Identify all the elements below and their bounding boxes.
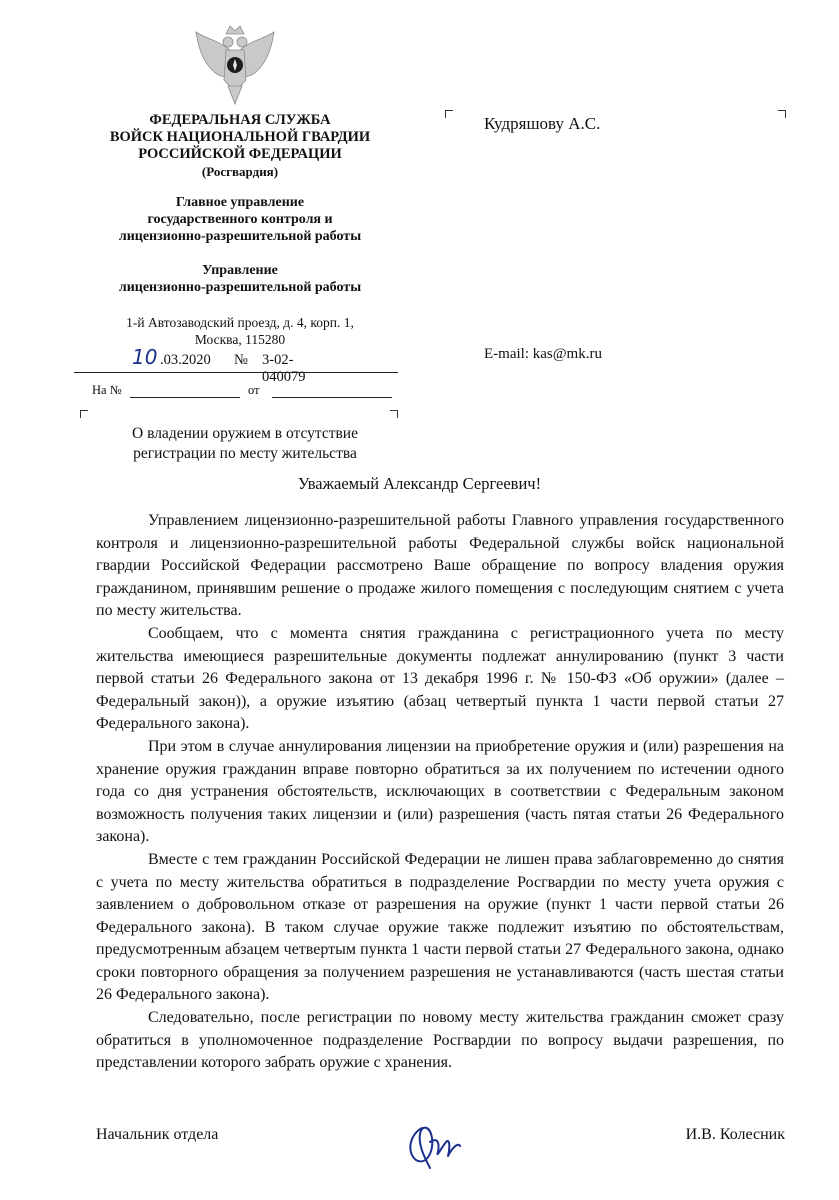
- address-line1: 1-й Автозаводский проезд, д. 4, корп. 1,: [126, 315, 354, 330]
- body-paragraph: При этом в случае аннулирования лицензии на приобретение оружия и (или) разрешения на хранение оружия гражданин вправе повторно обратиться за их получением по истечении одного года со дня устранения обстоятельств, исключающих в соответствии с Федеральным законом возможность получения таких лицензии и (или) разрешения (часть пятая статьи 26 Федерального закона).: [96, 737, 784, 846]
- salutation: Уважаемый Александр Сергеевич!: [297, 474, 542, 493]
- dept-line2: государственного контроля и: [147, 212, 333, 227]
- letter-subject: [80, 424, 410, 464]
- org-short-name: (Росгвардия): [201, 164, 279, 179]
- signatory-name: И.В. Колесник: [685, 1126, 785, 1143]
- body-paragraph: Следовательно, после регистрации по новому месту жительства гражданин сможет сразу обратиться в уполномоченное подразделение Росгвардии по вопросу выдачи разрешения, по представлении которого забрать оружие с хранения.: [96, 1009, 784, 1072]
- number-underline: [252, 372, 398, 373]
- addressee-corner-left: [445, 110, 453, 118]
- org-name-line1: ФЕДЕРАЛЬНАЯ СЛУЖБА: [149, 112, 331, 128]
- signatory-role: Начальник отдела: [96, 1126, 219, 1143]
- unit-header: [60, 262, 420, 296]
- dept-line1: Главное управление: [175, 195, 305, 210]
- organization-header: [60, 112, 420, 180]
- unit-line1: Управление: [202, 263, 278, 278]
- addressee-corner-right: [778, 110, 786, 118]
- reference-from-label: от: [248, 383, 260, 397]
- body-paragraph: Управлением лицензионно-разрешительной работы Главного управления государственного контроля и лицензионно-разрешительной работы Федеральной службы войск национальной гвардии Российской Федерации рассмотрено Ваше обращение по вопросу владения оружия гражданином, принявшим решение о продаже жилого помещения с последующим снятием с учета по месту жительства.: [96, 512, 784, 620]
- body-paragraph: Сообщаем, что с момента снятия гражданина с регистрационного учета по месту жительства имеющиеся разрешительные документы подлежат аннулированию (пункт 3 части первой статьи 26 Федерального закона от 13 декабря 1996 г. № 150-ФЗ «Об оружии» (далее – Федеральный закон)), а оружие изъятию (абзац четвертый пункта 1 части первой статьи 27 Федерального закона).: [96, 624, 784, 733]
- addressee-name: Кудряшову А.С.: [484, 114, 601, 133]
- unit-line2: лицензионно-разрешительной работы: [118, 280, 362, 295]
- address-line2: Москва, 115280: [194, 332, 286, 347]
- department-header: [60, 194, 420, 245]
- handwritten-date: 10: [132, 345, 158, 369]
- addressee-email: E-mail: kas@mk.ru: [484, 346, 602, 362]
- sender-address: [60, 314, 420, 348]
- subject-line1: О владении оружием в отсутствие: [132, 425, 358, 442]
- date-underline: [74, 372, 256, 373]
- handwritten-signature-icon: [400, 1112, 470, 1170]
- org-name-line3: РОССИЙСКОЙ ФЕДЕРАЦИИ: [138, 146, 342, 162]
- reference-date-blank: [272, 397, 392, 398]
- outgoing-number: 3-02-040079: [262, 352, 306, 385]
- reference-line: [92, 383, 412, 403]
- subject-line2: регистрации по месту жительства: [133, 445, 357, 462]
- printed-date: .03.2020: [160, 352, 211, 368]
- subject-corner-left: [80, 410, 88, 418]
- subject-corner-right: [390, 410, 398, 418]
- dept-line3: лицензионно-разрешительной работы: [118, 229, 362, 244]
- reference-number-blank: [130, 397, 240, 398]
- number-sign: №: [234, 352, 248, 368]
- rosgvardia-emblem-icon: [190, 20, 280, 108]
- org-name-line2: ВОЙСК НАЦИОНАЛЬНОЙ ГВАРДИИ: [109, 129, 371, 145]
- reference-label: На №: [92, 383, 122, 397]
- letter-body: [96, 510, 784, 1075]
- body-paragraph: Вместе с тем гражданин Российской Федерации не лишен права заблаговременно до снятия с учета по месту жительства обратиться в подразделение Росгвардии по месту учета оружия с заявлением о добровольном отказе от разрешения на оружие (пункт 1 части первой статьи 26 Федерального закона). В таком случае оружие также подлежит изъятию по обстоятельствам, предусмотренным абзацем четвертым пункта 1 части первой статьи 27 Федерального закона, однако сроки повторного обращения за получением разрешения не устанавливаются (часть шестая статьи 26 Федерального закона).: [96, 850, 784, 1004]
